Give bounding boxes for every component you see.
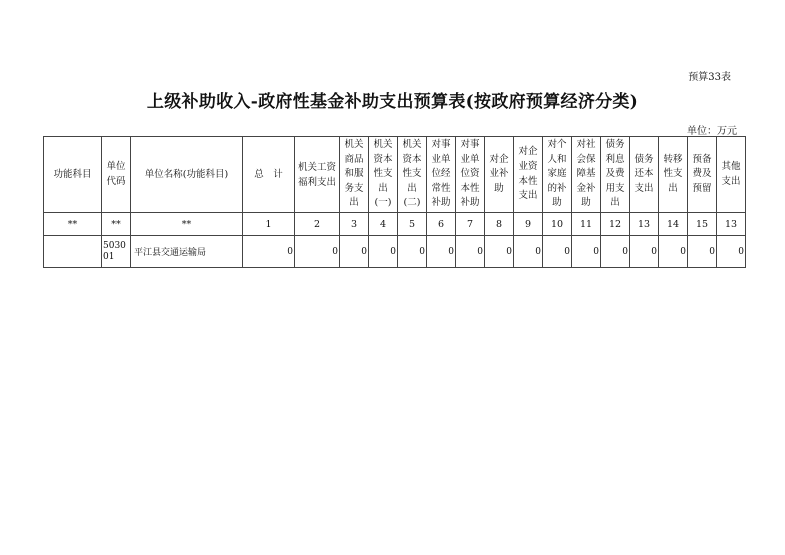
budget-table <box>43 136 746 268</box>
value-cell-total: 0 <box>243 236 295 268</box>
col-header-goods-services: 机关商品和服务支出 <box>340 137 369 213</box>
value-cell: 0 <box>295 236 340 268</box>
unit-code-cell: 503001 <box>102 236 131 268</box>
col-header-salary-welfare: 机关工资福利支出 <box>295 137 340 213</box>
value-cell: 0 <box>369 236 398 268</box>
value-cell: 0 <box>514 236 543 268</box>
code-row <box>44 213 746 236</box>
code-cell: 6 <box>427 213 456 236</box>
code-cell: 7 <box>456 213 485 236</box>
col-header-total: 总 计 <box>243 137 295 213</box>
col-header-institution-regular: 对事业单位经常性补助 <box>427 137 456 213</box>
code-cell: 15 <box>688 213 717 236</box>
value-cell: 0 <box>601 236 630 268</box>
code-cell: 10 <box>543 213 572 236</box>
col-header-transfer: 转移性支出 <box>659 137 688 213</box>
value-cell: 0 <box>427 236 456 268</box>
code-cell: 3 <box>340 213 369 236</box>
code-cell: 13 <box>630 213 659 236</box>
code-cell: 12 <box>601 213 630 236</box>
col-header-enterprise-subsidy: 对企业补助 <box>485 137 514 213</box>
col-header-capital-1: 机关资本性支出(一) <box>369 137 398 213</box>
col-header-unit-code: 单位代码 <box>102 137 131 213</box>
col-header-institution-capital: 对事业单位资本性补助 <box>456 137 485 213</box>
code-cell: ** <box>44 213 102 236</box>
table-number: 预算33表 <box>688 72 731 83</box>
code-cell: 8 <box>485 213 514 236</box>
code-cell: 9 <box>514 213 543 236</box>
value-cell: 0 <box>340 236 369 268</box>
value-cell: 0 <box>485 236 514 268</box>
col-header-personal-family: 对个人和家庭的补助 <box>543 137 572 213</box>
col-header-debt-principal: 债务还本支出 <box>630 137 659 213</box>
col-header-debt-interest: 债务利息及费用支出 <box>601 137 630 213</box>
value-cell: 0 <box>543 236 572 268</box>
col-header-function-subject: 功能科目 <box>44 137 102 213</box>
code-cell: 4 <box>369 213 398 236</box>
page-title: 上级补助收入-政府性基金补助支出预算表(按政府预算经济分类) <box>146 92 639 112</box>
col-header-other: 其他支出 <box>717 137 746 213</box>
code-cell: ** <box>102 213 131 236</box>
code-cell: 1 <box>243 213 295 236</box>
header-row <box>44 137 746 213</box>
function-subject-cell <box>44 236 102 268</box>
unit-label: 单位：万元 <box>687 126 737 137</box>
col-header-social-security: 对社会保障基金补助 <box>572 137 601 213</box>
code-cell: 5 <box>398 213 427 236</box>
col-header-capital-2: 机关资本性支出(二) <box>398 137 427 213</box>
value-cell: 0 <box>688 236 717 268</box>
code-cell: 11 <box>572 213 601 236</box>
code-cell: 14 <box>659 213 688 236</box>
value-cell: 0 <box>456 236 485 268</box>
code-cell: 2 <box>295 213 340 236</box>
value-cell: 0 <box>398 236 427 268</box>
value-cell: 0 <box>630 236 659 268</box>
value-cell: 0 <box>659 236 688 268</box>
code-cell: ** <box>131 213 243 236</box>
value-cell: 0 <box>717 236 746 268</box>
col-header-reserve: 预备费及预留 <box>688 137 717 213</box>
unit-name-cell: 平江县交通运输局 <box>131 236 243 268</box>
col-header-enterprise-capital: 对企业资本性支出 <box>514 137 543 213</box>
table-row <box>44 236 746 268</box>
code-cell: 13 <box>717 213 746 236</box>
col-header-unit-name: 单位名称(功能科目) <box>131 137 243 213</box>
value-cell: 0 <box>572 236 601 268</box>
